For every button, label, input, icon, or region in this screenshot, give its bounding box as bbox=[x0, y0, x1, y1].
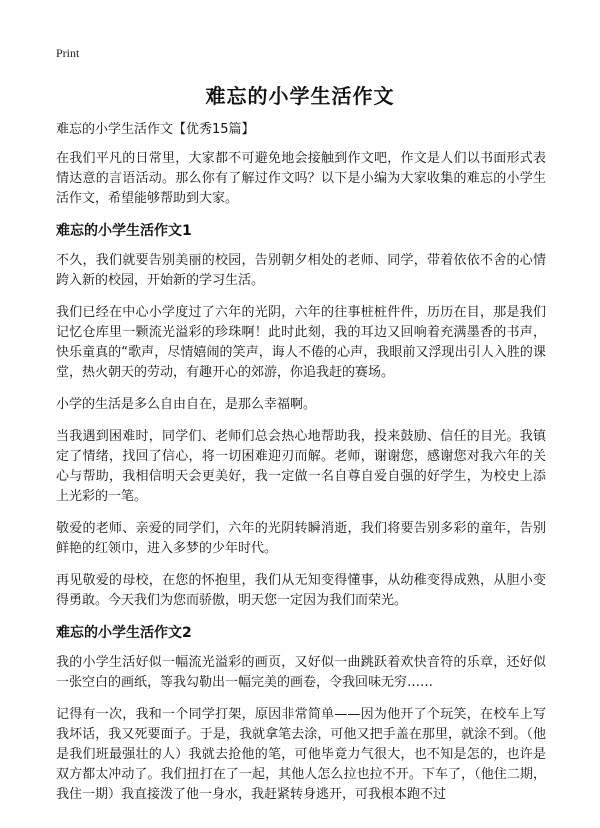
section-heading: 难忘的小学生活作文2 bbox=[56, 625, 192, 641]
paragraph: 当我遇到困难时，同学们、老师们总会热心地帮助我，投来鼓励、信任的目光。我镇定了情绪，找回了信心，将一切困难迎刃而解。老师，谢谢您，感谢您对我六年的关心与帮助，我相信明天会更美好，我一定做一名自尊自爱自强的好学生，为校史上添上光彩的一笔。 bbox=[56, 429, 546, 504]
intro-paragraph: 在我们平凡的日常里，大家都不可避免地会接触到作文吧，作文是人们以书面形式表情达意的言语活动。那么你有了解过作文吗？以下是小编为大家收集的难忘的小学生活作文，希望能够帮助到大家。 bbox=[56, 151, 546, 206]
paragraph: 我的小学生活好似一幅流光溢彩的画页，又好似一曲跳跃着欢快音符的乐章，还好似一张空白的画纸，等我勾勒出一幅完美的画卷，令我回味无穷…… bbox=[56, 655, 546, 690]
paragraph: 不久，我们就要告别美丽的校园，告别朝夕相处的老师、同学，带着依依不舍的心情跨入新的校园，开始新的学习生活。 bbox=[56, 253, 546, 288]
print-link[interactable]: Print bbox=[56, 46, 80, 60]
page-title: 难忘的小学生活作文 bbox=[205, 84, 395, 108]
paragraph: 小学的生活是多么自由自在，是那么幸福啊。 bbox=[56, 397, 317, 412]
paragraph: 记得有一次，我和一个同学打架，原因非常简单——因为他开了个玩笑，在校车上写我坏话，我又死要面子。于是，我就拿笔去涂，可他又把手盖在那里，就涂不到。（他是我们班最强壮的人）我就去抢他的笔，可他毕竟力气很大，也不知是怎的，也许是双方都太冲动了。我们扭打在了一起，其他人怎么拉也拉不开。下车了，（他住二期，我住一期）我直接泼了他一身水，我赶紧转身逃开，可我根本跑不过 bbox=[56, 707, 546, 802]
paragraph: 再见敬爱的母校，在您的怀抱里，我们从无知变得懂事，从幼稚变得成熟，从胆小变得勇敢。今天我们为您而骄傲，明天您一定因为我们而荣光。 bbox=[56, 573, 546, 608]
article-body bbox=[56, 120, 546, 817]
paragraph: 我们已经在中心小学度过了六年的光阴，六年的往事桩桩件件，历历在目，那是我们记忆仓库里一颗流光溢彩的珍珠啊！此时此刻，我的耳边又回响着充满墨香的书声，快乐童真的“歌声，尽情嬉闹的笑声，诲人不倦的心声，我眼前又浮现出引人入胜的课堂，热火朝天的劳动，有趣开心的郊游，你追我赶的赛场。 bbox=[56, 305, 546, 380]
article-subtitle: 难忘的小学生活作文【优秀15篇】 bbox=[56, 122, 255, 137]
section-heading: 难忘的小学生活作文1 bbox=[56, 223, 192, 239]
paragraph: 敬爱的老师、亲爱的同学们，六年的光阴转瞬消逝，我们将要告别多彩的童年，告别鲜艳的红领巾，进入多梦的少年时代。 bbox=[56, 521, 546, 556]
